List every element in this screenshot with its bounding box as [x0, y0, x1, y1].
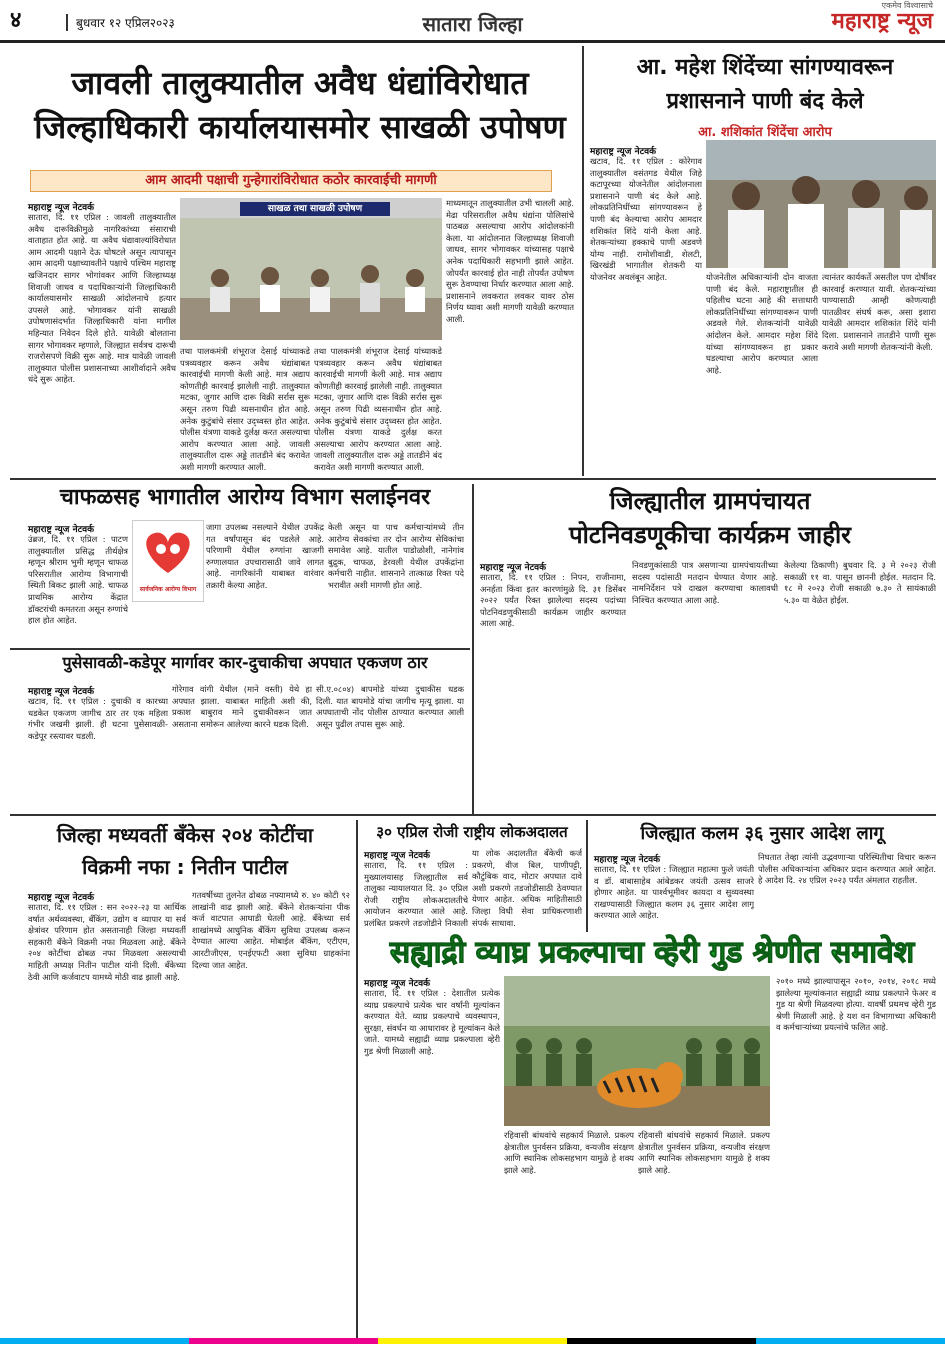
- story9-byline: महाराष्ट्र न्यूज नेटवर्क: [364, 979, 431, 989]
- story9-headline: सह्याद्री व्याघ्र प्रकल्पाचा व्हेरी गुड श्रेणीत समावेश: [389, 935, 915, 970]
- story1-headline-2: जिल्हाधिकारी कार्यालयासमोर साखळी उपोषण: [34, 108, 566, 146]
- page-number: ४: [10, 8, 22, 33]
- story1-col1: सातारा, दि. ११ एप्रिल : जावली तालुक्यातील अवैध दारूविक्रीमुळे नागरिकांच्या संसाराची वाताहात होत आहे. या अवैध धंद्यावाल्यांविरोधात आम आदमी पक्षाने देऊ घोषटले असून त्यापासून आम आदमी पक्षाच्यावतीने पक्षाचे पश्चिम महाराष्ट्र खजिनदार सागर भोगांवकर आणि जिल्हाध्यक्ष शिवाजी जाधव व पदाधिकाऱ्यांनी जिल्हाधिकारी कार्यालयासमोर साखळी आंदोलनाचे हत्यार उपसले आहे. भोगावकर यांनी साखळी उपोषणासंदर्भात जिल्हाधिकारी यांना मागील महिन्यात निवेदन दिले होते. यावेळी बोलताना सागर भोगावकर म्हणाले, जिल्ह्यात सर्वत्रच दारूची राजरोसपणे विक्री सुरू आहे. मात्र यावेळी जावली तालुक्यात पोलीस प्रशासनाच्या आशीर्वादाने अवैध धंदे सुरू आहेत.: [28, 212, 176, 385]
- masthead: [832, 0, 933, 33]
- story1-col2: तथा पालकमंत्री शंभूराज देसाई यांच्याकडे पत्रव्यवहार करून अवैध धंद्यांबाबत कारवाईची मागणी केली आहे. मात्र अद्याप कोणतीही कारवाई झालेली नाही. तालुक्यात मटका, जुगार आणि दारू विक्री सर्रास सुरू असून तरुण पिढी व्यसनाधीन होत आहे. अनेक कुटुंबांचे संसार उद्ध्वस्त होत आहेत. पोलीस यंत्रणा याकडे दुर्लक्ष करत असल्याचा आरोप करण्यात आला आहे. जावली तालुक्यातील दारू अड्डे तातडीने बंद करावेत अशी मागणी करण्यात आली.: [180, 346, 310, 472]
- story5-col1: सातारा, दि. ११ एप्रिल : निपन, राजीनामा, अनर्हता किंवा इतर कारणांमुळे दि. ३१ डिसेंबर २०२२ पर्यंत रिक्त झालेल्या सदस्य पदांच्या पोटनिवडणुकीसाठी कार्यक्रम जाहीर करण्यात आला आहे.: [480, 572, 626, 629]
- press-photo-graphic: [706, 140, 936, 268]
- story3-col3: केली असून या पाच कर्मचाऱ्यांमध्ये तीन आरोग्य सेवकांचा तर दोन आरोग्य सेविकांचा समावेश आहे. यातील पाडोळोशी, नानेगांव बुद्रुक, चाफळ, डेरवली येथील उपकेंद्रांना कर्मचारी नाहीत. शासनाने तात्काळ रिक्त पदे भरावीत अशी मागणी होत आहे.: [328, 522, 464, 590]
- health-logo-icon: [133, 521, 203, 581]
- story2-headline-2: प्रशासनाने पाणी बंद केले: [666, 89, 864, 114]
- story8-byline: महाराष्ट्र न्यूज नेटवर्क: [594, 855, 661, 865]
- divider: [586, 820, 588, 932]
- story1-headline-1: जावली तालुक्यातील अवैध धंद्यांविरोधात: [71, 64, 529, 102]
- divider: [10, 814, 936, 816]
- story6-col2: गतवर्षीच्या तुलनेत ढोबळ नफ्यामध्ये रु. ४० कोटी ९२ लाखांनी वाढ झाली आहे. बँकेने शेतकऱ्यांना पीक कर्ज वाटपात आघाडी घेतली आहे. बँकेच्या सर्व शाखांमध्ये आधुनिक बँकिंग सुविधा उपलब्ध करून देण्यात आल्या आहेत. मोबाईल बँकिंग, एटीएम, आरटीजीएस, एनईएफटी अशा सुविधा ग्राहकांना दिल्या जात आहेत.: [192, 890, 350, 970]
- story5-byline: महाराष्ट्र न्यूज नेटवर्क: [480, 563, 547, 573]
- story6-col1: सातारा, दि. ११ एप्रिल : सन २०२२-२३ या आर्थिक वर्षात अर्थव्यवस्था, बँकिंग, उद्योग व व्यापार या सर्व क्षेत्रांवर परिणाम होत असतानाही जिल्हा मध्यवर्ती सहकारी बँकेने विक्रमी नफा मिळवला आहे. बँकेने २०४ कोटींचा ढोबळ नफा मिळवला असल्याची माहिती अध्यक्ष नितीन पाटील यांनी दिली. बँकेच्या ठेवी आणि कर्जवाटप यामध्ये मोठी वाढ झाली आहे.: [28, 902, 186, 982]
- story6-headline-1: जिल्हा मध्यवर्ती बँकेस २०४ कोटींचा: [56, 823, 314, 847]
- health-logo-caption: सार्वजनिक आरोग्य विभाग: [139, 586, 197, 593]
- story2-byline: महाराष्ट्र न्यूज नेटवर्क: [590, 147, 657, 157]
- story1-photo: [180, 198, 442, 340]
- story4-col2: गोरेगाव वांगी येथील (माने वस्ती) येथे हा अपघात झाला. याबाबत माहिती अशी की, प्रकाश बाबुराव माने दुचाकीवरून जात असताना समोरून आलेल्या कारने धडक दिली.: [172, 684, 312, 729]
- story2-col1: खटाव, दि. ११ एप्रिल : कोरेगाव तालुक्यातील वसंतगड येथील जिहे कटापूरच्या योजनेतील आंदोलनाला प्रशासनाने पाणी बंद केले आहे. लोकप्रतिनिधींच्या सांगण्यावरून हे पाणी बंद केल्याचा आरोप आमदार शशिकांत शिंदे यांनी केला आहे. शेतकऱ्यांच्या हक्काचे पाणी अडवणे योग्य नाही. रामोशीवाडी, शेलटी, खिरखंडी भागातील शेतकरी या योजनेवर अवलंबून आहेत.: [590, 156, 702, 282]
- story8-col1: सातारा, दि. ११ एप्रिल : जिल्ह्यात महात्मा फुले जयंती व डॉ. बाबासाहेब आंबेडकर जयंती उत्सव साजरे होणार आहेत. या पार्श्वभूमीवर कायदा व सुव्यवस्था राखण्यासाठी जिल्ह्यात कलम ३६ नुसार आदेश लागू करण्यात आले आहेत.: [594, 864, 754, 921]
- divider: [472, 484, 474, 814]
- story9-col1: सातारा, दि. ११ एप्रिल : देशातील प्रत्येक व्याघ्र प्रकल्पाचे प्रत्येक चार वर्षांनी मूल्यांकन करण्यात येते. व्याघ्र प्रकल्पाचे व्यवस्थापन, सुरक्षा, संवर्धन या आधारावर हे मूल्यांकन केले जाते. यामध्ये सह्याद्री व्याघ्र प्रकल्पाला व्हेरी गुड श्रेणी मिळाली आहे.: [364, 988, 500, 1056]
- story3-col2: जागा उपलब्ध नसल्याने येथील उपकेंद्र गत वर्षांपासून बंद पडलेले आहे. परिणामी येथील रुग्णांना खाजगी रुग्णालयात उपचारासाठी जावे लागत आहे. नागरिकांनी याबाबत वारंवार तक्रारी केल्या आहेत.: [206, 522, 324, 590]
- story8-col2: निघतात तेव्हा त्यांनी उद्भवणाऱ्या परिस्थितीचा विचार करून पोलीस अधिकाऱ्यांना अधिकार प्रदान करण्यात आले आहेत. हे आदेश दि. २४ एप्रिल २०२३ पर्यंत अंमलात राहतील.: [758, 852, 936, 886]
- story3-headline: चाफळसह भागातील आरोग्य विभाग सलाईनवर: [59, 485, 431, 510]
- story4-byline: महाराष्ट्र न्यूज नेटवर्क: [28, 687, 95, 697]
- story5-col2: निवडणुकांसाठी पात्र असणाऱ्या ग्रामपंचायतीच्या सदस्य पदांसाठी मतदान घेण्यात येणार आहे. नामनिर्देशन पत्रे दाखल करण्याचा कालावधी निश्चित करण्यात आला आहे.: [632, 560, 778, 605]
- tiger-group-photo-graphic: [504, 976, 770, 1126]
- section-title: सातारा जिल्हा: [422, 12, 523, 36]
- story4-col3: सी.ए.०८०४) बापमोडे यांच्या दुचाकीस धडक दिली. यात बापमोडे यांचा जागीच मृत्यू झाला. या अपघाताची नोंद पोलीस ठाण्यात करण्यात आली असून पुढील तपास सुरू आहे.: [316, 684, 464, 729]
- story9-col3b: रहिवासी बांधवांचे सहकार्य मिळाले. प्रकल्प क्षेत्रातील पुनर्वसन प्रक्रिया, वन्यजीव संरक्षण आणि स्थानिक लोकसहभाग यामुळे हे शक्य झाले आहे.: [638, 1130, 770, 1175]
- story7-col2: या लोक अदालतीत बँकेची कर्ज प्रकरणे, वीज बिल, पाणीपट्टी, कौटुंबिक वाद, मोटार अपघात दावे अशी प्रकरणे तडजोडीसाठी ठेवण्यात येणार आहेत. अधिक माहितीसाठी जिल्हा विधी सेवा प्राधिकरणाशी संपर्क साधावा.: [472, 848, 582, 928]
- story1-col3: माध्यमातून तालुक्यातील उभी चालली आहे. मेढा परिसरातील अवैध धंद्यांना पोलिसांचे पाठबळ असल्याचा आरोप आंदोलकांनी केला. या आंदोलनात जिल्हाध्यक्ष शिवाजी जाधव, सागर भोगावकर यांच्यासह पक्षाचे अनेक पदाधिकारी सहभागी झाले आहेत. जोपर्यंत कारवाई होत नाही तोपर्यंत उपोषण सुरू ठेवण्याचा निर्धार करण्यात आला आहे. प्रशासनाने लवकरात लवकर यावर ठोस निर्णय घ्यावा अशी मागणी यावेळी करण्यात आली.: [446, 198, 574, 324]
- story3-byline: महाराष्ट्र न्यूज नेटवर्क: [28, 525, 95, 535]
- story1-col2b: तथा पालकमंत्री शंभूराज देसाई यांच्याकडे पत्रव्यवहार करून अवैध धंद्यांबाबत कारवाईची मागणी केली आहे. मात्र अद्याप कोणतीही कारवाई झालेली नाही. तालुक्यात मटका, जुगार आणि दारू विक्री सर्रास सुरू असून तरुण पिढी व्यसनाधीन होत आहे. अनेक कुटुंबांचे संसार उद्ध्वस्त होत आहेत. पोलीस यंत्रणा याकडे दुर्लक्ष करत असल्याचा आरोप करण्यात आला आहे. जावली तालुक्यातील दारू अड्डे तातडीने बंद करावेत अशी मागणी करण्यात आली.: [314, 346, 442, 472]
- divider: [10, 648, 470, 650]
- registration-bar: [0, 1338, 945, 1344]
- story8-headline: जिल्ह्यात कलम ३६ नुसार आदेश लागू: [640, 823, 884, 844]
- story1-byline: महाराष्ट्र न्यूज नेटवर्क: [28, 203, 95, 213]
- story9-photo: [504, 976, 770, 1126]
- page-header: [0, 0, 945, 43]
- story1-subhead: आम आदमी पक्षाची गुन्हेगारांविरोधात कठोर कारवाईची मागणी: [30, 170, 552, 192]
- story4-col1: खटाव, दि. ११ एप्रिल : दुचाकी व कारच्या धडकेत एकजण जागीच ठार तर एक महिला गंभीर जखमी झाली. ही घटना पुसेसावळी-कडेपूर रस्त्यावर घडली.: [28, 696, 168, 741]
- story6-byline: महाराष्ट्र न्यूज नेटवर्क: [28, 893, 95, 903]
- divider: [10, 478, 936, 480]
- divider: [356, 820, 358, 1338]
- story7-headline: ३० एप्रिल रोजी राष्ट्रीय लोकअदालत: [376, 823, 568, 841]
- story7-col1: सातारा, दि. ११ एप्रिल : मुख्यालयासह जिल्ह्यातील सर्व तालुका न्यायालयात दि. ३० एप्रिल रोजी राष्ट्रीय लोकअदालतीचे आयोजन करण्यात आले आहे. प्रलंबित प्रकरणे तडजोडीने निकाली: [364, 860, 468, 928]
- story6-headline-2: विक्रमी नफा : नितीन पाटील: [82, 855, 288, 879]
- story2-headline-1: आ. महेश शिंदेंच्या सांगण्यावरून: [636, 55, 894, 80]
- story2-col2: योजनेतील अधिकाऱ्यांनी दोन वाजता पाणी बंद केले. महाराष्ट्रातील ही पहिलीच घटना आहे की सत्ताधारी लोकप्रतिनिधींच्या सांगण्यावरून पाणी अडवले गेले. शेतकऱ्यांनी यावेळी आंदोलन केले. आमदार महेश शिंदे यांच्या सांगण्यावरून हा प्रकार घडल्याचा आरोप करण्यात आला आहे.: [706, 272, 818, 375]
- story3-col1: उंब्रज, दि. ११ एप्रिल : पाटण तालुक्यातील प्रसिद्ध तीर्थक्षेत्र म्हणून श्रीराम भुमी म्हणून चाफळ परिसरातील आरोग्य विभागाची स्थिती बिकट झाली आहे. चाफळ प्राथमिक आरोग्य केंद्रात डॉक्टरांची कमतरता असून रुग्णांचे हाल होत आहेत.: [28, 534, 128, 626]
- story1-photo-banner: साखळ तथा साखळी उपोषण: [240, 202, 390, 216]
- story5-headline-1: जिल्ह्यातील ग्रामपंचायत: [609, 487, 811, 515]
- story5-col3: केलेल्या ठिकाणी) बुधवार दि. ३ मे २०२३ रोजी सकाळी ११ वा. पासून छाननी होईल. मतदान दि. १८ मे २०२३ रोजी सकाळी ७.३० ते सायंकाळी ५.३० या वेळेत होईल.: [784, 560, 936, 605]
- divider: [582, 46, 584, 476]
- story9-col2: २०१० मध्ये झाल्यापासून २०१०, २०१४, २०१८ मध्ये झालेल्या मूल्यांकनात सह्याद्री व्याघ्र प्रकल्पाने फेअर व गुड या श्रेणी मिळवल्या होत्या. यावर्षी प्रथमच व्हेरी गुड श्रेणी मिळाली आहे. हे यश वन विभागाच्या अधिकारी व कर्मचाऱ्यांच्या प्रयत्नांचे फलित आहे.: [776, 976, 936, 1033]
- story2-col3: त्यानंतर कार्यकर्ते असतील पण दोषींवर कारवाई करण्यात यावी. शेतकऱ्यांच्या पाण्यासाठी आम्ही कोणत्याही पातळीवर संघर्ष करू, असा इशारा यावेळी आमदार शशिकांत शिंदे यांनी दिला. प्रशासनाने तातडीने पाणी सुरू करावे अशी मागणी शेतकऱ्यांनी केली.: [822, 272, 936, 352]
- protest-photo-graphic: [180, 198, 442, 340]
- story2-subhead: आ. शशिकांत शिंदेंचा आरोप: [698, 125, 832, 140]
- page-date: बुधवार १२ एप्रिल२०२३: [66, 14, 175, 31]
- health-dept-logo: [132, 520, 204, 602]
- story7-byline: महाराष्ट्र न्यूज नेटवर्क: [364, 851, 431, 861]
- masthead-title: महाराष्ट्र न्यूज: [831, 9, 933, 34]
- story2-photo: [706, 140, 936, 268]
- story5-headline-2: पोटनिवडणूकीचा कार्यक्रम जाहीर: [569, 521, 851, 549]
- masthead-tagline: एकमेव विश्वासाचे: [881, 1, 933, 10]
- story4-headline: पुसेसावळी-कडेपूर मार्गावर कार-दुचाकीचा अपघात एकजण ठार: [62, 653, 428, 672]
- story9-col3: रहिवासी बांधवांचे सहकार्य मिळाले. प्रकल्प क्षेत्रातील पुनर्वसन प्रक्रिया, वन्यजीव संरक्षण आणि स्थानिक लोकसहभाग यामुळे हे शक्य झाले आहे.: [504, 1130, 634, 1175]
